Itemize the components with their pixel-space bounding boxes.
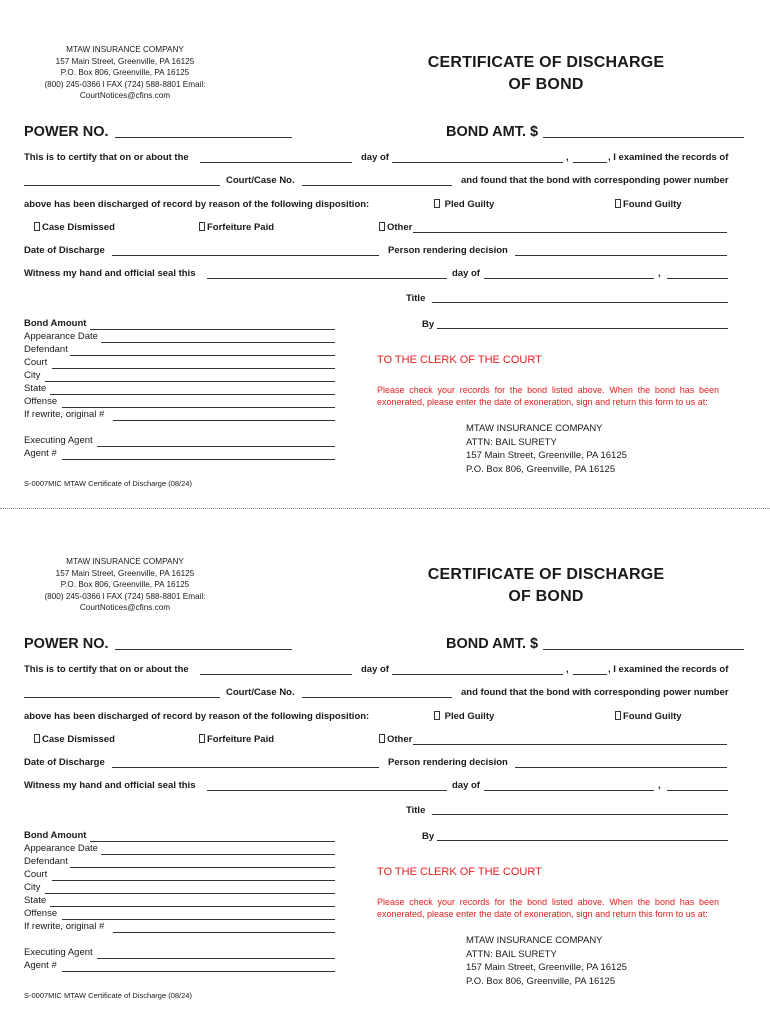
mail-pobox: P.O. Box 806, Greenville, PA 16125 — [466, 975, 616, 987]
person-rendering-field[interactable] — [515, 767, 727, 768]
mail-pobox: P.O. Box 806, Greenville, PA 16125 — [466, 463, 616, 475]
appearance-date-label: Appearance Date — [24, 331, 98, 342]
rewrite-label: If rewrite, original # — [24, 409, 105, 420]
checkbox-icon[interactable] — [615, 199, 621, 208]
company-email: CourtNotices@cfins.com — [79, 603, 171, 612]
witness-label: Witness my hand and official seal this — [24, 268, 196, 279]
title-line-2: OF BOND — [508, 588, 584, 605]
date-discharge-label: Date of Discharge — [24, 245, 105, 256]
pled-guilty-label: Pled Guilty — [444, 199, 495, 210]
agent-no-label: Agent # — [24, 448, 57, 459]
found-guilty-option[interactable] — [615, 199, 682, 210]
rewrite-label: If rewrite, original # — [24, 921, 105, 932]
witness-date-field[interactable] — [207, 790, 447, 791]
pled-guilty-option[interactable] — [434, 711, 494, 722]
witness-day-of-label: day of — [452, 268, 480, 279]
executing-agent-field[interactable] — [97, 958, 335, 959]
checkbox-icon[interactable] — [34, 222, 40, 231]
court-label: Court — [24, 357, 48, 368]
court-case-field[interactable] — [302, 185, 452, 186]
mail-attn: ATTN: BAIL SURETY — [466, 948, 557, 960]
found-bond-label: and found that the bond with corresponding power number — [461, 175, 729, 186]
year-field[interactable] — [573, 162, 607, 163]
other-field[interactable] — [413, 744, 727, 745]
appearance-date-field[interactable] — [101, 342, 335, 343]
rewrite-field[interactable] — [113, 420, 335, 421]
other-field[interactable] — [413, 232, 727, 233]
company-street: 157 Main Street, Greenville, PA 16125 — [55, 568, 195, 578]
witness-year-field[interactable] — [667, 278, 728, 279]
date-discharge-field[interactable] — [112, 255, 379, 256]
forfeiture-paid-option[interactable] — [199, 222, 274, 233]
checkbox-icon[interactable] — [199, 734, 205, 743]
checkbox-icon[interactable] — [379, 734, 385, 743]
witness-comma: , — [658, 268, 661, 279]
title-line-1: CERTIFICATE OF DISCHARGE — [427, 54, 665, 71]
pled-guilty-option[interactable] — [434, 199, 494, 210]
form-footer: S-0007MIC MTAW Certificate of Discharge (08/24) — [24, 479, 192, 488]
case-dismissed-option[interactable] — [34, 734, 115, 745]
case-dismissed-label: Case Dismissed — [42, 222, 115, 233]
examined-label: , I examined the records of — [608, 664, 729, 675]
appearance-date-field[interactable] — [101, 854, 335, 855]
agent-no-field[interactable] — [62, 459, 335, 460]
date-discharge-label: Date of Discharge — [24, 757, 105, 768]
company-email: CourtNotices@cfins.com — [79, 91, 171, 100]
state-label: State — [24, 383, 47, 394]
person-rendering-field[interactable] — [515, 255, 727, 256]
bond-amount-field[interactable] — [90, 329, 335, 330]
bond-amt-label: BOND AMT. $ — [446, 636, 539, 652]
city-label: City — [24, 882, 41, 893]
by-label: By — [422, 319, 435, 330]
city-field[interactable] — [45, 381, 335, 382]
discharged-label: above has been discharged of record by reason of the following disposition: — [24, 199, 370, 210]
offense-label: Offense — [24, 396, 58, 407]
title-line-2: OF BOND — [508, 76, 584, 93]
mail-street: 157 Main Street, Greenville, PA 16125 — [466, 962, 627, 973]
forfeiture-paid-option[interactable] — [199, 734, 274, 745]
checkbox-icon[interactable] — [434, 199, 440, 208]
court-field[interactable] — [52, 880, 335, 881]
checkbox-icon[interactable] — [379, 222, 385, 231]
certify-label: This is to certify that on or about the — [24, 152, 189, 163]
title-field[interactable] — [432, 814, 728, 815]
offense-field[interactable] — [62, 407, 335, 408]
executing-agent-label: Executing Agent — [24, 435, 93, 446]
court-field[interactable] — [52, 368, 335, 369]
defendant-label: Defendant — [24, 344, 68, 355]
company-phone-fax: (800) 245-0366 l FAX (724) 588-8801 Email: — [44, 79, 206, 89]
pled-guilty-label: Pled Guilty — [444, 711, 495, 722]
company-pobox: P.O. Box 806, Greenville, PA 16125 — [60, 68, 190, 77]
found-bond-label: and found that the bond with corresponding power number — [461, 687, 729, 698]
certify-date-field[interactable] — [200, 674, 352, 675]
power-no-label: POWER NO. — [24, 124, 109, 140]
certificate-copy-top — [0, 0, 770, 500]
other-label: Other — [387, 222, 413, 233]
title-line-1: CERTIFICATE OF DISCHARGE — [427, 566, 665, 583]
certificate-title — [410, 52, 682, 96]
company-address-block — [40, 556, 210, 614]
state-label: State — [24, 895, 47, 906]
checkbox-icon[interactable] — [34, 734, 40, 743]
court-case-field[interactable] — [302, 697, 452, 698]
by-signature-field[interactable] — [437, 840, 728, 841]
form-footer: S-0007MIC MTAW Certificate of Discharge (08/24) — [24, 991, 192, 1000]
executing-agent-field[interactable] — [97, 446, 335, 447]
title-label: Title — [406, 805, 426, 816]
state-field[interactable] — [50, 906, 335, 907]
other-option[interactable] — [379, 734, 412, 745]
court-case-label: Court/Case No. — [226, 687, 295, 698]
other-label: Other — [387, 734, 413, 745]
forfeiture-paid-label: Forfeiture Paid — [207, 222, 275, 233]
agent-no-label: Agent # — [24, 960, 57, 971]
case-dismissed-option[interactable] — [34, 222, 115, 233]
tear-line-divider — [0, 508, 770, 509]
found-guilty-option[interactable] — [615, 711, 682, 722]
defendant-field[interactable] — [70, 355, 335, 356]
bond-amt-field[interactable] — [543, 137, 744, 138]
checkbox-icon[interactable] — [199, 222, 205, 231]
company-address-block — [40, 44, 210, 102]
defendant-label: Defendant — [24, 856, 68, 867]
month-field[interactable] — [392, 162, 563, 163]
company-name: MTAW INSURANCE COMPANY — [66, 557, 184, 566]
offense-field[interactable] — [62, 919, 335, 920]
clerk-heading: TO THE CLERK OF THE COURT — [377, 354, 542, 366]
witness-day-of-label: day of — [452, 780, 480, 791]
day-of-label: day of — [361, 664, 389, 675]
examined-label: , I examined the records of — [608, 152, 729, 163]
court-name-field[interactable] — [24, 697, 220, 698]
defendant-field[interactable] — [70, 867, 335, 868]
person-rendering-label: Person rendering decision — [388, 757, 508, 768]
found-guilty-label: Found Guilty — [623, 199, 682, 210]
clerk-heading: TO THE CLERK OF THE COURT — [377, 866, 542, 878]
certificate-title — [410, 564, 682, 608]
certify-label: This is to certify that on or about the — [24, 664, 189, 675]
company-street: 157 Main Street, Greenville, PA 16125 — [55, 56, 195, 66]
bond-amount-field[interactable] — [90, 841, 335, 842]
bond-amount-label: Bond Amount — [24, 830, 87, 841]
rewrite-field[interactable] — [113, 932, 335, 933]
clerk-message: Please check your records for the bond listed above. When the bond has been exonerated, please enter the date of exoneration, sign and return this form to us at: — [377, 897, 719, 920]
comma-separator: , — [566, 664, 569, 675]
court-case-label: Court/Case No. — [226, 175, 295, 186]
title-field[interactable] — [432, 302, 728, 303]
bond-amount-label: Bond Amount — [24, 318, 87, 329]
day-of-label: day of — [361, 152, 389, 163]
certificate-copy-bottom — [0, 512, 770, 1012]
company-phone-fax: (800) 245-0366 l FAX (724) 588-8801 Email: — [44, 591, 206, 601]
checkbox-icon[interactable] — [434, 711, 440, 720]
witness-comma: , — [658, 780, 661, 791]
mailing-address — [466, 422, 627, 476]
state-field[interactable] — [50, 394, 335, 395]
witness-month-field[interactable] — [484, 278, 654, 279]
case-dismissed-label: Case Dismissed — [42, 734, 115, 745]
certify-date-field[interactable] — [200, 162, 352, 163]
mail-name: MTAW INSURANCE COMPANY — [466, 423, 603, 434]
witness-year-field[interactable] — [667, 790, 728, 791]
witness-label: Witness my hand and official seal this — [24, 780, 196, 791]
month-field[interactable] — [392, 674, 563, 675]
agent-no-field[interactable] — [62, 971, 335, 972]
comma-separator: , — [566, 152, 569, 163]
witness-month-field[interactable] — [484, 790, 654, 791]
witness-date-field[interactable] — [207, 278, 447, 279]
bond-amt-label: BOND AMT. $ — [446, 124, 539, 140]
bond-amt-field[interactable] — [543, 649, 744, 650]
power-no-label: POWER NO. — [24, 636, 109, 652]
clerk-message: Please check your records for the bond listed above. When the bond has been exonerated, please enter the date of exoneration, sign and return this form to us at: — [377, 385, 719, 408]
forfeiture-paid-label: Forfeiture Paid — [207, 734, 275, 745]
executing-agent-label: Executing Agent — [24, 947, 93, 958]
company-name: MTAW INSURANCE COMPANY — [66, 45, 184, 54]
offense-label: Offense — [24, 908, 58, 919]
power-no-field[interactable] — [115, 137, 292, 138]
person-rendering-label: Person rendering decision — [388, 245, 508, 256]
year-field[interactable] — [573, 674, 607, 675]
company-pobox: P.O. Box 806, Greenville, PA 16125 — [60, 580, 190, 589]
title-label: Title — [406, 293, 426, 304]
by-signature-field[interactable] — [437, 328, 728, 329]
city-field[interactable] — [45, 893, 335, 894]
court-label: Court — [24, 869, 48, 880]
other-option[interactable] — [379, 222, 412, 233]
appearance-date-label: Appearance Date — [24, 843, 98, 854]
court-name-field[interactable] — [24, 185, 220, 186]
mail-name: MTAW INSURANCE COMPANY — [466, 935, 603, 946]
city-label: City — [24, 370, 41, 381]
checkbox-icon[interactable] — [615, 711, 621, 720]
power-no-field[interactable] — [115, 649, 292, 650]
mail-street: 157 Main Street, Greenville, PA 16125 — [466, 450, 627, 461]
mail-attn: ATTN: BAIL SURETY — [466, 436, 557, 448]
discharged-label: above has been discharged of record by reason of the following disposition: — [24, 711, 370, 722]
mailing-address — [466, 934, 627, 988]
date-discharge-field[interactable] — [112, 767, 379, 768]
by-label: By — [422, 831, 435, 842]
found-guilty-label: Found Guilty — [623, 711, 682, 722]
